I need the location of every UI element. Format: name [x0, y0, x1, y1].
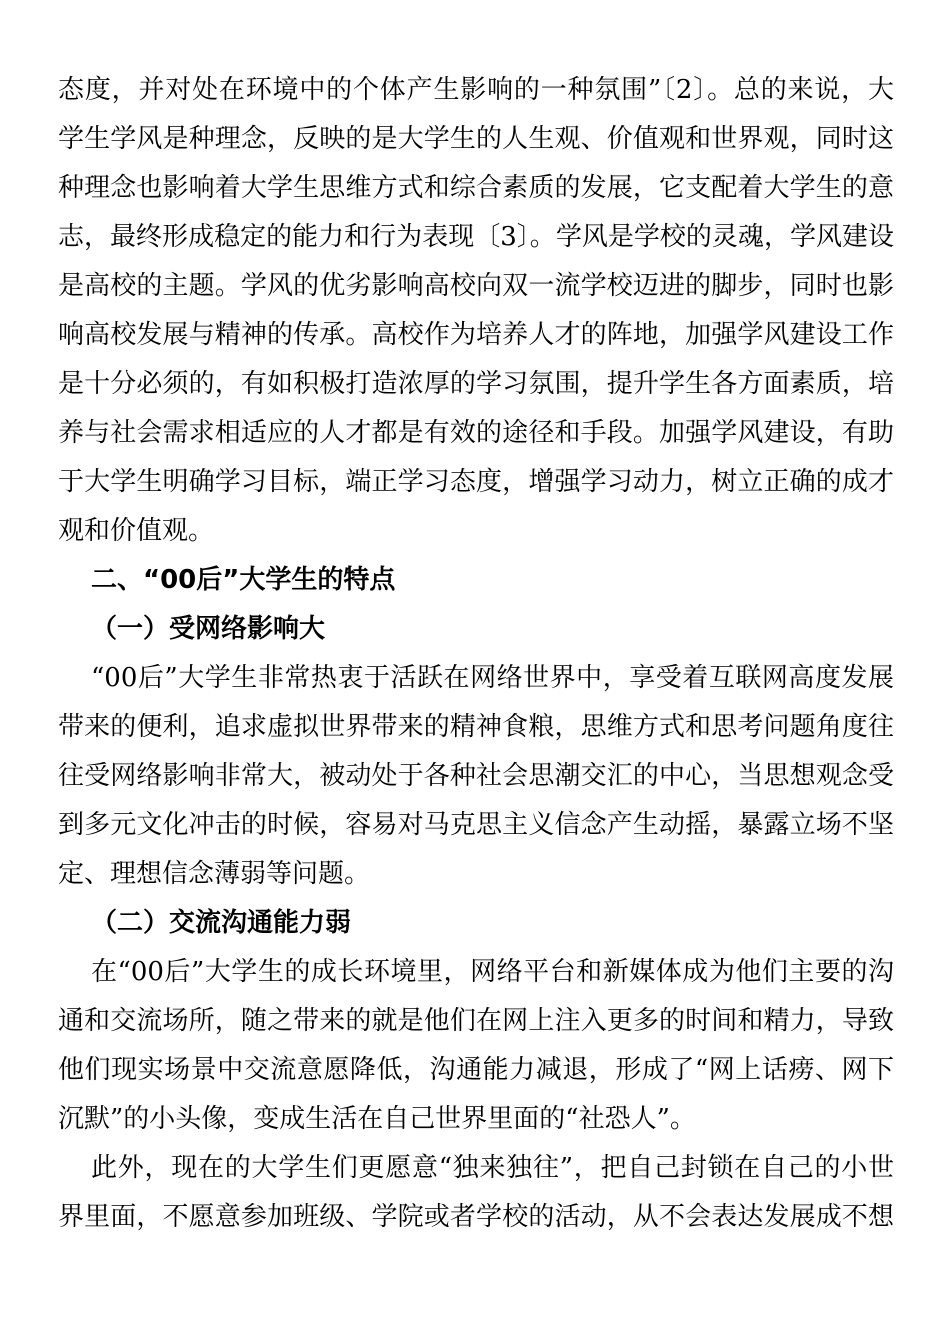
- paragraph-network-influence: [58, 660, 894, 905]
- text-line: 是高校的主题。学风的优劣影响高校向双一流学校迈进的脚步，同时也影: [58, 271, 894, 301]
- text-line: 通和交流场所，随之带来的就是他们在网上注入更多的时间和精力，导致: [58, 1006, 894, 1036]
- text-line: 养与社会需求相适应的人才都是有效的途径和手段。加强学风建设，有助: [58, 418, 894, 448]
- text-line: “00后”大学生非常热衷于活跃在网络世界中，享受着互联网高度发展: [91, 663, 894, 693]
- subsection-heading-network: （一）受网络影响大: [91, 614, 326, 644]
- text-line: 种理念也影响着大学生思维方式和综合素质的发展，它支配着大学生的意: [58, 173, 894, 203]
- paragraph-academic-style: [58, 72, 894, 562]
- text-line: 观和价值观。: [58, 516, 215, 546]
- text-line: 定、理想信念薄弱等问题。: [58, 859, 371, 889]
- text-line: 往受网络影响非常大，被动处于各种社会思潮交汇的中心，当思想观念受: [58, 761, 894, 791]
- text-line: 在“00后”大学生的成长环境里，网络平台和新媒体成为他们主要的沟: [91, 957, 894, 987]
- text-line: 带来的便利，追求虚拟世界带来的精神食粮，思维方式和思考问题角度往: [58, 712, 894, 742]
- document-page: [58, 72, 894, 1248]
- text-line: 沉默”的小头像，变成生活在自己世界里面的“社恐人”。: [58, 1104, 696, 1134]
- text-line: 响高校发展与精神的传承。高校作为培养人才的阵地，加强学风建设工作: [58, 320, 894, 350]
- text-line: 于大学生明确学习目标，端正学习态度，增强学习动力，树立正确的成才: [58, 467, 894, 497]
- text-line: 界里面，不愿意参加班级、学院或者学校的活动，从不会表达发展成不想: [58, 1202, 894, 1232]
- text-line: 到多元文化冲击的时候，容易对马克思主义信念产生动摇，暴露立场不坚: [58, 810, 894, 840]
- text-line: 态度，并对处在环境中的个体产生影响的一种氛围”〔2〕。总的来说，大: [58, 75, 894, 105]
- text-line: 此外，现在的大学生们更愿意“独来独往”，把自己封锁在自己的小世: [91, 1153, 894, 1183]
- section-heading: 二、“00后”大学生的特点: [91, 565, 396, 595]
- paragraph-isolation: [58, 1150, 894, 1248]
- text-line: 是十分必须的，有如积极打造浓厚的学习氛围，提升学生各方面素质，培: [58, 369, 894, 399]
- paragraph-communication: [58, 954, 894, 1150]
- subsection-heading-communication: （二）交流沟通能力弱: [91, 908, 352, 938]
- text-line: 学生学风是种理念，反映的是大学生的人生观、价值观和世界观，同时这: [58, 124, 894, 154]
- text-line: 他们现实场景中交流意愿降低，沟通能力减退，形成了“网上话痨、网下: [58, 1055, 894, 1085]
- text-line: 志，最终形成稳定的能力和行为表现〔3〕。学风是学校的灵魂，学风建设: [58, 222, 894, 252]
